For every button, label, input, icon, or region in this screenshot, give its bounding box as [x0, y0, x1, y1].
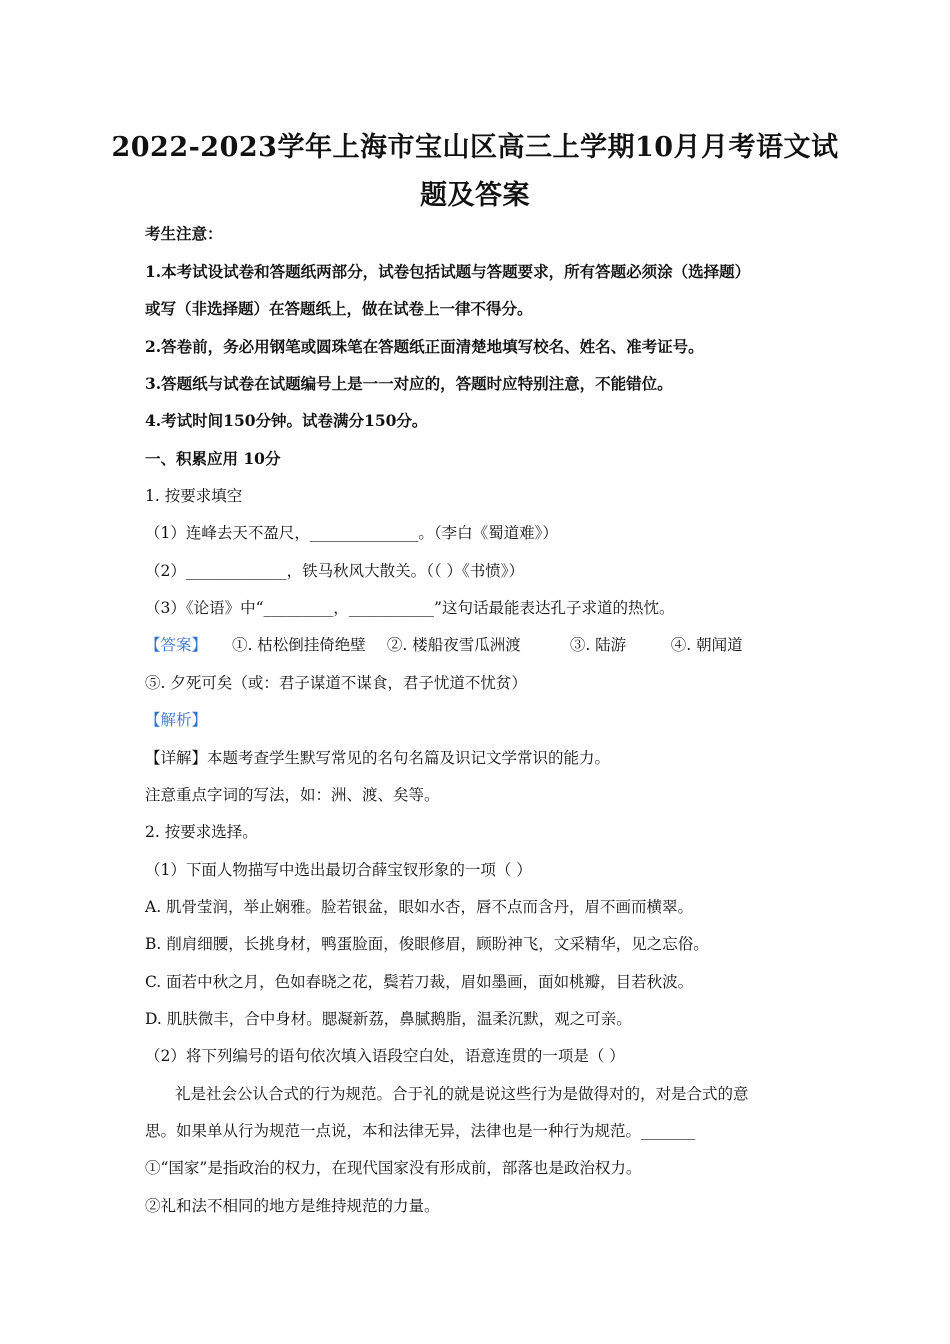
- option-a: A. 肌骨莹润，举止娴雅。脸若银盆，眼如水杏，唇不点而含丹，眉不画而横翠。: [145, 898, 694, 916]
- question-1-sub-3: （3）《论语》中“_________，___________”这句话最能表达孔子求道的热忱。: [145, 599, 675, 617]
- question-1-stem: 1. 按要求填空: [145, 487, 243, 505]
- analysis-label: 【解析】: [145, 711, 208, 729]
- question-1-sub-1: （1）连峰去天不盈尺，______________。（李白《蜀道难》）: [145, 524, 558, 542]
- question-1-answer: [145, 633, 825, 657]
- question-1-answer-line-2: ⑤. 夕死可矣（或：君子谋道不谋食，君子忧道不忧贫）: [145, 674, 527, 692]
- notice-item-3: 3.答题纸与试卷在试题编号上是一一对应的，答题时应特别注意，不能错位。: [145, 374, 673, 393]
- document-title-line-1: 2022-2023学年上海市宝山区高三上学期10月月考语文试: [111, 132, 839, 163]
- question-1-detail: 【详解】本题考查学生默写常见的名句名篇及识记文学常识的能力。: [145, 749, 611, 767]
- option-c: C. 面若中秋之月，色如春晓之花，鬓若刀裁，眉如墨画，面如桃瓣，目若秋波。: [145, 973, 694, 991]
- notice-heading: 考生注意：: [145, 224, 223, 243]
- sentence-item-2: ②礼和法不相同的地方是维持规范的力量。: [145, 1197, 440, 1215]
- answer-item: ③. 陆游: [569, 636, 627, 654]
- notice-item-2: 2.答卷前，务必用钢笔或圆珠笔在答题纸正面清楚地填写校名、姓名、准考证号。: [145, 337, 704, 356]
- passage-line-1: 礼是社会公认合式的行为规范。合于礼的就是说这些行为是做得对的，对是合式的意: [175, 1085, 749, 1103]
- question-2-stem: 2. 按要求选择。: [145, 823, 258, 841]
- question-1-sub-2: （2）_____________，铁马秋风大散关。（（ ）《书愤》）: [145, 562, 525, 580]
- answer-item: ②. 楼船夜雪瓜洲渡: [386, 636, 521, 654]
- answer-item: ④. 朝闻道: [670, 636, 743, 654]
- passage-line-2: 思。如果单从行为规范一点说，本和法律无异，法律也是一种行为规范。_______: [145, 1122, 696, 1140]
- section-1-heading: 一、积累应用 10分: [145, 449, 281, 468]
- document-title-line-2: 题及答案: [420, 180, 530, 211]
- sentence-item-1: ①“国家”是指政治的权力，在现代国家没有形成前，部落也是政治权力。: [145, 1159, 642, 1177]
- option-b: B. 削肩细腰，长挑身材，鸭蛋脸面，俊眼修眉，顾盼神飞，文采精华，见之忘俗。: [145, 935, 709, 953]
- answer-label: 【答案】: [145, 636, 208, 654]
- question-1-note: 注意重点字词的写法，如：洲、渡、矣等。: [145, 786, 440, 804]
- notice-item-1b: 或写（非选择题）在答题纸上，做在试卷上一律不得分。: [145, 299, 533, 318]
- notice-item-1a: 1.本考试设试卷和答题纸两部分，试卷包括试题与答题要求，所有答题必须涂（选择题）: [145, 262, 751, 281]
- question-2-sub-1: （1）下面人物描写中选出最切合薛宝钗形象的一项（ ）: [145, 861, 532, 879]
- notice-item-4: 4.考试时间150分钟。试卷满分150分。: [145, 411, 428, 430]
- question-2-sub-2: （2）将下列编号的语句依次填入语段空白处，语意连贯的一项是（ ）: [145, 1047, 625, 1065]
- answer-item: ①. 枯松倒挂倚绝壁: [231, 636, 366, 654]
- option-d: D. 肌肤微丰，合中身材。腮凝新荔，鼻腻鹅脂，温柔沉默，观之可亲。: [145, 1010, 632, 1028]
